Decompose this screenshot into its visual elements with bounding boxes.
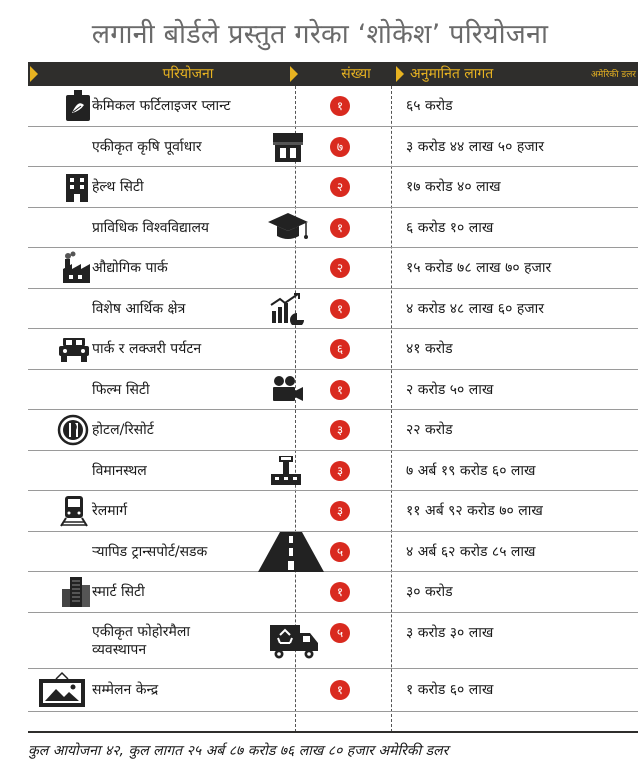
project-name: स्मार्ट सिटी bbox=[92, 584, 145, 600]
cost-value: ४ करोड ४८ लाख ६० हजार bbox=[406, 300, 544, 317]
count-badge: १ bbox=[330, 299, 350, 319]
chevron-right-icon bbox=[30, 66, 38, 82]
table-row bbox=[28, 167, 638, 208]
project-name: हेल्थ सिटी bbox=[92, 179, 144, 195]
train-icon bbox=[56, 494, 92, 526]
project-name: पार्क र लक्जरी पर्यटन bbox=[92, 341, 202, 357]
project-name: र्‍यापिड ट्रान्सपोर्ट/सडक bbox=[92, 543, 208, 560]
graduation-cap-icon bbox=[266, 210, 310, 242]
plate-fork-knife-icon bbox=[56, 414, 92, 446]
count-badge: १ bbox=[330, 218, 350, 238]
project-name: केमिकल फर्टिलाइजर प्लान्ट bbox=[92, 98, 231, 114]
cost-value: २२ करोड bbox=[406, 422, 453, 438]
table-row bbox=[28, 86, 638, 127]
count-badge: १ bbox=[330, 380, 350, 400]
cost-value: १ करोड ६० लाख bbox=[406, 681, 494, 698]
header-currency: अमेरिकी डलर bbox=[591, 70, 636, 80]
cost-value: ३ करोड ३० लाख bbox=[406, 624, 494, 641]
project-name: एकीकृत फोहोरमैला व्यवस्थापन bbox=[92, 623, 190, 658]
header-cost: अनुमानित लागत bbox=[410, 66, 494, 82]
framed-picture-icon bbox=[36, 671, 88, 709]
table-row bbox=[28, 669, 638, 712]
count-badge: ३ bbox=[330, 420, 350, 440]
header-project: परियोजना bbox=[162, 66, 214, 82]
table-row bbox=[28, 370, 638, 411]
table-row bbox=[28, 289, 638, 330]
count-badge: २ bbox=[330, 177, 350, 197]
cost-value: २ करोड ५० लाख bbox=[406, 381, 494, 398]
table-row bbox=[28, 329, 638, 370]
table-row bbox=[28, 532, 638, 573]
jeep-icon bbox=[56, 332, 92, 364]
cost-value: १५ करोड ७८ लाख ७० हजार bbox=[406, 260, 552, 276]
project-table bbox=[28, 86, 638, 712]
count-badge: ५ bbox=[330, 623, 350, 643]
market-stall-icon bbox=[270, 130, 306, 162]
movie-camera-icon bbox=[270, 373, 306, 405]
cost-value: १७ करोड ४० लाख bbox=[406, 179, 501, 195]
cost-value: ४ अर्ब ६२ करोड ८५ लाख bbox=[406, 543, 536, 560]
count-badge: ३ bbox=[330, 501, 350, 521]
count-badge: १ bbox=[330, 96, 350, 116]
footer-divider bbox=[28, 731, 638, 733]
control-tower-icon bbox=[268, 453, 304, 485]
cost-value: ६५ करोड bbox=[406, 98, 453, 114]
page-title: लगानी बोर्डले प्रस्तुत गरेका ‘शोकेश’ परियोजना bbox=[91, 19, 549, 50]
cost-value: ३ करोड ४४ लाख ५० हजार bbox=[406, 138, 544, 155]
summary-footer: कुल आयोजना ४२, कुल लागत २५ अर्ब ८७ करोड ७६ लाख ८० हजार अमेरिकी डलर bbox=[28, 743, 449, 759]
project-name: विमानस्थल bbox=[92, 462, 147, 479]
cost-value: ३० करोड bbox=[406, 584, 453, 600]
chevron-right-icon bbox=[396, 66, 404, 82]
growth-chart-icon bbox=[268, 291, 304, 323]
fertilizer-jerrycan-icon bbox=[60, 89, 96, 121]
recycling-truck-icon bbox=[268, 621, 320, 661]
project-name: औद्योगिक पार्क bbox=[92, 260, 168, 276]
cost-value: ६ करोड १० लाख bbox=[406, 219, 494, 236]
table-header bbox=[28, 62, 638, 86]
table-row bbox=[28, 127, 638, 168]
table-row bbox=[28, 410, 638, 451]
header-count: संख्या bbox=[341, 66, 371, 82]
table-row bbox=[28, 613, 638, 669]
cost-value: ११ अर्ब ९२ करोड ७० लाख bbox=[406, 503, 543, 519]
project-name: एकीकृत कृषि पूर्वाधार bbox=[92, 138, 202, 155]
project-name: रेलमार्ग bbox=[92, 503, 128, 519]
project-name: विशेष आर्थिक क्षेत्र bbox=[92, 300, 186, 317]
cost-value: ४१ करोड bbox=[406, 341, 453, 357]
table-row bbox=[28, 451, 638, 492]
count-badge: २ bbox=[330, 258, 350, 278]
project-name: सम्मेलन केन्द्र bbox=[92, 681, 159, 698]
count-badge: १ bbox=[330, 582, 350, 602]
project-name: प्राविधिक विश्वविद्यालय bbox=[92, 219, 210, 236]
table-row bbox=[28, 572, 638, 613]
count-badge: ३ bbox=[330, 461, 350, 481]
skyscraper-icon bbox=[58, 575, 94, 607]
table-row bbox=[28, 208, 638, 249]
count-badge: ६ bbox=[330, 339, 350, 359]
hospital-building-icon bbox=[60, 170, 96, 202]
road-icon bbox=[256, 532, 326, 572]
project-name: होटल/रिसोर्ट bbox=[92, 422, 154, 438]
factory-icon bbox=[60, 251, 96, 283]
count-badge: १ bbox=[330, 680, 350, 700]
project-name: फिल्म सिटी bbox=[92, 381, 150, 398]
chevron-right-icon bbox=[290, 66, 298, 82]
table-row bbox=[28, 491, 638, 532]
table-row bbox=[28, 248, 638, 289]
count-badge: ७ bbox=[330, 137, 350, 157]
count-badge: ५ bbox=[330, 542, 350, 562]
cost-value: ७ अर्ब १९ करोड ६० लाख bbox=[406, 462, 536, 479]
